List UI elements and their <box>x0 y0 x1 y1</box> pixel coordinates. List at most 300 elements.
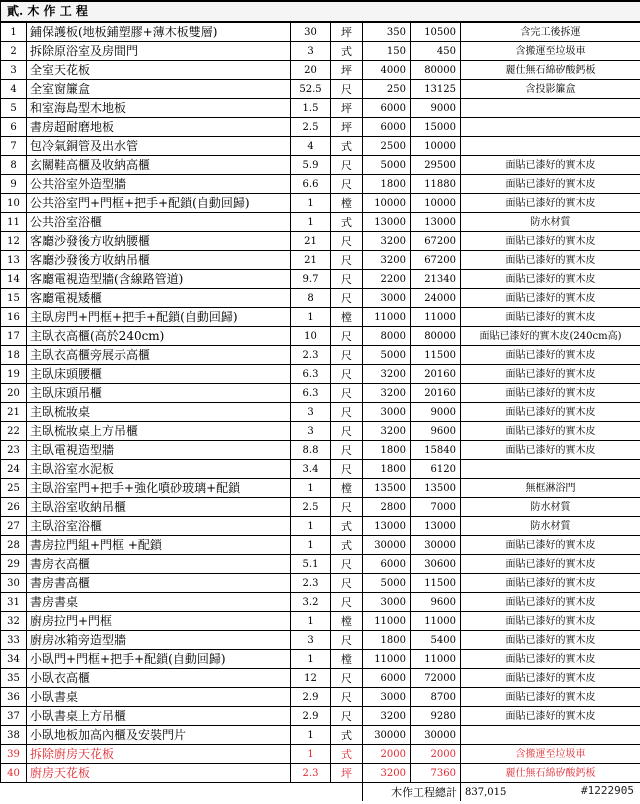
cell-no: 22 <box>1 422 27 441</box>
cell-amount: 20160 <box>411 384 461 403</box>
cell-unit: 樘 <box>331 308 363 327</box>
cell-note: 面貼已漆好的實木皮 <box>461 707 640 726</box>
cell-item: 客廳電視矮櫃 <box>27 289 291 308</box>
cell-note: 麗仕無石綿矽酸鈣板 <box>461 61 640 80</box>
cell-unit: 樘 <box>331 479 363 498</box>
cell-qty: 1 <box>291 213 331 232</box>
cell-amount: 9000 <box>411 403 461 422</box>
cell-price: 3200 <box>363 422 411 441</box>
cell-no: 6 <box>1 118 27 137</box>
cell-note: 含搬運至垃圾車 <box>461 42 640 61</box>
cell-qty: 3 <box>291 631 331 650</box>
cell-qty: 9.7 <box>291 270 331 289</box>
cell-qty: 12 <box>291 669 331 688</box>
cell-no: 31 <box>1 593 27 612</box>
cell-unit: 尺 <box>331 289 363 308</box>
cell-price: 3200 <box>363 365 411 384</box>
cell-qty: 6.3 <box>291 384 331 403</box>
cell-price: 30000 <box>363 726 411 745</box>
cell-unit: 式 <box>331 726 363 745</box>
cell-price: 2800 <box>363 498 411 517</box>
cell-qty: 1 <box>291 726 331 745</box>
cell-no: 12 <box>1 232 27 251</box>
cell-note: 面貼已漆好的實木皮 <box>461 555 640 574</box>
table-row <box>1 42 640 61</box>
cell-no: 14 <box>1 270 27 289</box>
cell-price: 3200 <box>363 232 411 251</box>
cell-item: 主臥浴室收納吊櫃 <box>27 498 291 517</box>
cell-price: 13000 <box>363 213 411 232</box>
table-row <box>1 707 640 726</box>
cell-unit: 樘 <box>331 194 363 213</box>
cell-amount: 11000 <box>411 650 461 669</box>
cell-qty: 5.1 <box>291 555 331 574</box>
cell-qty: 2.3 <box>291 764 331 783</box>
cell-amount: 24000 <box>411 289 461 308</box>
cell-price: 11000 <box>363 308 411 327</box>
cell-amount: 11880 <box>411 175 461 194</box>
cell-price: 2500 <box>363 137 411 156</box>
cell-item: 小臥書桌上方吊櫃 <box>27 707 291 726</box>
table-row <box>1 194 640 213</box>
cell-note: 面貼已漆好的實木皮 <box>461 441 640 460</box>
table-row <box>1 213 640 232</box>
cell-unit: 尺 <box>331 270 363 289</box>
cell-price: 1800 <box>363 631 411 650</box>
cell-qty: 2.5 <box>291 498 331 517</box>
cell-price: 5000 <box>363 574 411 593</box>
table-row <box>1 688 640 707</box>
cell-price: 250 <box>363 80 411 99</box>
cell-no: 36 <box>1 688 27 707</box>
table-row <box>1 270 640 289</box>
cell-no: 27 <box>1 517 27 536</box>
table-row <box>1 574 640 593</box>
cell-amount: 30600 <box>411 555 461 574</box>
cell-item: 小臥書桌 <box>27 688 291 707</box>
cell-unit: 尺 <box>331 384 363 403</box>
cell-unit: 尺 <box>331 574 363 593</box>
cell-unit: 式 <box>331 536 363 555</box>
cell-no: 38 <box>1 726 27 745</box>
cell-qty: 8.8 <box>291 441 331 460</box>
cell-qty: 6.6 <box>291 175 331 194</box>
cell-price: 3200 <box>363 707 411 726</box>
cell-qty: 1 <box>291 308 331 327</box>
cell-note: 面貼已漆好的實木皮 <box>461 631 640 650</box>
cell-item: 主臥衣高櫃(高於240cm) <box>27 327 291 346</box>
cell-price: 10000 <box>363 194 411 213</box>
cell-note <box>461 99 640 118</box>
total-row <box>1 783 640 802</box>
cell-price: 3000 <box>363 289 411 308</box>
cell-note: 防水材質 <box>461 213 640 232</box>
cell-item: 全室天花板 <box>27 61 291 80</box>
cell-qty: 1 <box>291 650 331 669</box>
cell-unit: 尺 <box>331 80 363 99</box>
cell-no: 13 <box>1 251 27 270</box>
table-row <box>1 612 640 631</box>
cell-note: 面貼已漆好的實木皮 <box>461 270 640 289</box>
cell-amount: 67200 <box>411 251 461 270</box>
cell-amount: 9000 <box>411 99 461 118</box>
cell-price: 11000 <box>363 650 411 669</box>
cell-qty: 4 <box>291 137 331 156</box>
table-row <box>1 327 640 346</box>
cell-qty: 2.9 <box>291 707 331 726</box>
cell-item: 主臥床頭腰櫃 <box>27 365 291 384</box>
cell-no: 3 <box>1 61 27 80</box>
cell-unit: 式 <box>331 137 363 156</box>
cell-unit: 尺 <box>331 175 363 194</box>
table-row <box>1 650 640 669</box>
cell-no: 11 <box>1 213 27 232</box>
cell-item: 主臥浴室門+把手+強化噴砂玻璃+配鎖 <box>27 479 291 498</box>
cell-note: 含完工後拆運 <box>461 22 640 42</box>
cell-item: 公共浴室外造型牆 <box>27 175 291 194</box>
cell-amount: 13500 <box>411 479 461 498</box>
cell-item: 主臥梳妝桌 <box>27 403 291 422</box>
table-row <box>1 403 640 422</box>
cell-price: 2200 <box>363 270 411 289</box>
table-row <box>1 232 640 251</box>
cell-note: 面貼已漆好的實木皮 <box>461 156 640 175</box>
cell-no: 18 <box>1 346 27 365</box>
cell-no: 37 <box>1 707 27 726</box>
cell-no: 30 <box>1 574 27 593</box>
cell-unit: 尺 <box>331 251 363 270</box>
cell-unit: 尺 <box>331 631 363 650</box>
cell-no: 9 <box>1 175 27 194</box>
cell-price: 1800 <box>363 175 411 194</box>
cell-note: 面貼已漆好的實木皮 <box>461 289 640 308</box>
cell-no: 35 <box>1 669 27 688</box>
total-amount: 837,015 <box>461 783 640 802</box>
table-row <box>1 99 640 118</box>
cell-note: 面貼已漆好的實木皮 <box>461 422 640 441</box>
table-row <box>1 631 640 650</box>
cell-note <box>461 118 640 137</box>
cell-note: 面貼已漆好的實木皮 <box>461 365 640 384</box>
cell-item: 小臥地板加高內櫃及安裝門片 <box>27 726 291 745</box>
table-row <box>1 251 640 270</box>
cell-note: 面貼已漆好的實木皮(240cm高) <box>461 327 640 346</box>
cell-no: 34 <box>1 650 27 669</box>
cell-amount: 7360 <box>411 764 461 783</box>
section-header-row <box>1 1 640 22</box>
cell-note: 面貼已漆好的實木皮 <box>461 384 640 403</box>
cell-amount: 10500 <box>411 22 461 42</box>
table-row <box>1 669 640 688</box>
cell-item: 拆除廚房天花板 <box>27 745 291 764</box>
cell-qty: 10 <box>291 327 331 346</box>
cell-amount: 30000 <box>411 726 461 745</box>
cell-unit: 尺 <box>331 156 363 175</box>
cell-item: 主臥電視造型牆 <box>27 441 291 460</box>
cell-price: 4000 <box>363 61 411 80</box>
table-row <box>1 156 640 175</box>
cell-item: 公共浴室門+門框+把手+配鎖(自動回歸) <box>27 194 291 213</box>
cell-unit: 尺 <box>331 555 363 574</box>
cell-no: 10 <box>1 194 27 213</box>
cell-item: 公共浴室浴櫃 <box>27 213 291 232</box>
table-row <box>1 118 640 137</box>
cell-unit: 樘 <box>331 650 363 669</box>
cell-price: 150 <box>363 42 411 61</box>
cell-item: 鋪保護板(地板鋪塑膠+薄木板雙層) <box>27 22 291 42</box>
watermark: #1222905 <box>581 784 634 797</box>
cell-item: 主臥衣高櫃旁展示高櫃 <box>27 346 291 365</box>
cell-item: 廚房拉門+門框 <box>27 612 291 631</box>
cell-qty: 3.4 <box>291 460 331 479</box>
cell-note: 面貼已漆好的實木皮 <box>461 232 640 251</box>
cell-unit: 尺 <box>331 232 363 251</box>
table-row <box>1 22 640 42</box>
cell-amount: 15840 <box>411 441 461 460</box>
cell-amount: 72000 <box>411 669 461 688</box>
table-row <box>1 593 640 612</box>
cell-qty: 2.3 <box>291 574 331 593</box>
cell-price: 3200 <box>363 384 411 403</box>
cell-price: 6000 <box>363 118 411 137</box>
cell-note <box>461 726 640 745</box>
cell-unit: 尺 <box>331 460 363 479</box>
cell-no: 26 <box>1 498 27 517</box>
cell-item: 小臥門+門框+把手+配鎖(自動回歸) <box>27 650 291 669</box>
cell-no: 39 <box>1 745 27 764</box>
cell-price: 8000 <box>363 327 411 346</box>
cell-price: 2000 <box>363 745 411 764</box>
cell-unit: 坪 <box>331 22 363 42</box>
cell-price: 3200 <box>363 251 411 270</box>
cell-qty: 2.9 <box>291 688 331 707</box>
cell-amount: 11500 <box>411 574 461 593</box>
cell-unit: 尺 <box>331 403 363 422</box>
table-row <box>1 498 640 517</box>
cell-note: 面貼已漆好的實木皮 <box>461 650 640 669</box>
cell-unit: 尺 <box>331 422 363 441</box>
cell-price: 3000 <box>363 593 411 612</box>
cell-unit: 尺 <box>331 365 363 384</box>
cell-amount: 11000 <box>411 612 461 631</box>
cell-price: 6000 <box>363 669 411 688</box>
cell-qty: 1.5 <box>291 99 331 118</box>
cell-qty: 5.9 <box>291 156 331 175</box>
cell-item: 書房書高櫃 <box>27 574 291 593</box>
cell-price: 5000 <box>363 156 411 175</box>
total-spacer <box>1 783 363 802</box>
section-title: 貳. 木 作 工 程 <box>1 1 640 22</box>
cell-unit: 式 <box>331 517 363 536</box>
cell-note: 面貼已漆好的實木皮 <box>461 612 640 631</box>
cell-item: 書房超耐磨地板 <box>27 118 291 137</box>
cell-qty: 1 <box>291 612 331 631</box>
cell-no: 7 <box>1 137 27 156</box>
cell-no: 29 <box>1 555 27 574</box>
cell-unit: 坪 <box>331 118 363 137</box>
cell-unit: 尺 <box>331 669 363 688</box>
cell-qty: 21 <box>291 251 331 270</box>
cell-amount: 30000 <box>411 536 461 555</box>
cell-qty: 1 <box>291 194 331 213</box>
cell-amount: 11000 <box>411 308 461 327</box>
cell-note: 面貼已漆好的實木皮 <box>461 574 640 593</box>
cell-note <box>461 137 640 156</box>
cell-unit: 尺 <box>331 688 363 707</box>
cell-item: 和室海島型木地板 <box>27 99 291 118</box>
table-row <box>1 80 640 99</box>
table-row <box>1 289 640 308</box>
cell-no: 25 <box>1 479 27 498</box>
cell-note <box>461 460 640 479</box>
cell-qty: 1 <box>291 479 331 498</box>
cell-unit: 坪 <box>331 61 363 80</box>
cell-unit: 尺 <box>331 327 363 346</box>
cell-amount: 13125 <box>411 80 461 99</box>
cell-unit: 尺 <box>331 707 363 726</box>
cell-qty: 8 <box>291 289 331 308</box>
cell-price: 350 <box>363 22 411 42</box>
cell-amount: 9600 <box>411 593 461 612</box>
cell-price: 3000 <box>363 403 411 422</box>
cell-amount: 7000 <box>411 498 461 517</box>
cell-no: 21 <box>1 403 27 422</box>
cell-amount: 6120 <box>411 460 461 479</box>
cell-qty: 6.3 <box>291 365 331 384</box>
cell-no: 15 <box>1 289 27 308</box>
cell-price: 6000 <box>363 555 411 574</box>
cell-amount: 29500 <box>411 156 461 175</box>
table-row <box>1 517 640 536</box>
cell-item: 主臥浴室浴櫃 <box>27 517 291 536</box>
cell-unit: 尺 <box>331 593 363 612</box>
table-row <box>1 365 640 384</box>
cell-item: 書房書桌 <box>27 593 291 612</box>
cell-unit: 式 <box>331 745 363 764</box>
cell-no: 16 <box>1 308 27 327</box>
cell-amount: 20160 <box>411 365 461 384</box>
cell-qty: 2.5 <box>291 118 331 137</box>
cell-item: 主臥梳妝桌上方吊櫃 <box>27 422 291 441</box>
cell-price: 30000 <box>363 536 411 555</box>
cell-unit: 式 <box>331 42 363 61</box>
table-row <box>1 745 640 764</box>
cell-amount: 21340 <box>411 270 461 289</box>
cell-price: 1800 <box>363 460 411 479</box>
table-row <box>1 346 640 365</box>
cell-amount: 2000 <box>411 745 461 764</box>
total-label: 木作工程總計 <box>363 783 461 802</box>
cell-amount: 80000 <box>411 327 461 346</box>
table-row <box>1 479 640 498</box>
cell-note: 防水材質 <box>461 498 640 517</box>
cell-no: 5 <box>1 99 27 118</box>
cell-item: 廚房天花板 <box>27 764 291 783</box>
cell-amount: 13000 <box>411 517 461 536</box>
cell-qty: 30 <box>291 22 331 42</box>
cell-note: 面貼已漆好的實木皮 <box>461 175 640 194</box>
cell-note: 面貼已漆好的實木皮 <box>461 403 640 422</box>
table-row <box>1 61 640 80</box>
cell-qty: 1 <box>291 745 331 764</box>
table-row <box>1 422 640 441</box>
cell-qty: 3 <box>291 422 331 441</box>
cell-item: 客廳沙發後方收納腰櫃 <box>27 232 291 251</box>
cell-note: 含搬運至垃圾車 <box>461 745 640 764</box>
cell-note: 防水材質 <box>461 517 640 536</box>
cell-amount: 10000 <box>411 194 461 213</box>
cell-item: 客廳沙發後方收納吊櫃 <box>27 251 291 270</box>
cell-no: 32 <box>1 612 27 631</box>
table-row <box>1 384 640 403</box>
cell-no: 24 <box>1 460 27 479</box>
cell-amount: 11500 <box>411 346 461 365</box>
cell-price: 5000 <box>363 346 411 365</box>
cell-amount: 80000 <box>411 61 461 80</box>
cell-price: 3000 <box>363 688 411 707</box>
cell-no: 19 <box>1 365 27 384</box>
cell-price: 13000 <box>363 517 411 536</box>
cell-no: 2 <box>1 42 27 61</box>
cell-note: 含投影簾盒 <box>461 80 640 99</box>
cell-unit: 樘 <box>331 612 363 631</box>
cell-note: 麗仕無石綿矽酸鈣板 <box>461 764 640 783</box>
cell-amount: 9600 <box>411 422 461 441</box>
cell-note: 面貼已漆好的實木皮 <box>461 688 640 707</box>
cell-no: 20 <box>1 384 27 403</box>
cell-item: 書房拉門組+門框 +配鎖 <box>27 536 291 555</box>
cell-amount: 9280 <box>411 707 461 726</box>
table-row <box>1 137 640 156</box>
cell-amount: 13000 <box>411 213 461 232</box>
cell-item: 玄關鞋高櫃及收納高櫃 <box>27 156 291 175</box>
cell-no: 40 <box>1 764 27 783</box>
cell-item: 小臥衣高櫃 <box>27 669 291 688</box>
cell-no: 33 <box>1 631 27 650</box>
cell-amount: 10000 <box>411 137 461 156</box>
cell-note: 面貼已漆好的實木皮 <box>461 251 640 270</box>
cell-qty: 3 <box>291 42 331 61</box>
cell-item: 主臥浴室水泥板 <box>27 460 291 479</box>
cell-note: 面貼已漆好的實木皮 <box>461 346 640 365</box>
cell-price: 3200 <box>363 764 411 783</box>
cell-note: 面貼已漆好的實木皮 <box>461 669 640 688</box>
cell-no: 4 <box>1 80 27 99</box>
cell-qty: 52.5 <box>291 80 331 99</box>
table-row <box>1 536 640 555</box>
cell-unit: 尺 <box>331 441 363 460</box>
cell-no: 1 <box>1 22 27 42</box>
cell-amount: 8700 <box>411 688 461 707</box>
cell-qty: 3.2 <box>291 593 331 612</box>
cell-amount: 5400 <box>411 631 461 650</box>
cell-price: 6000 <box>363 99 411 118</box>
cell-item: 主臥房門+門框+把手+配鎖(自動回歸) <box>27 308 291 327</box>
cell-price: 11000 <box>363 612 411 631</box>
cell-item: 全室窗簾盒 <box>27 80 291 99</box>
cell-item: 拆除原浴室及房間門 <box>27 42 291 61</box>
cell-no: 8 <box>1 156 27 175</box>
cell-qty: 3 <box>291 403 331 422</box>
cell-item: 主臥床頭吊櫃 <box>27 384 291 403</box>
cell-note: 面貼已漆好的實木皮 <box>461 593 640 612</box>
table-row <box>1 441 640 460</box>
cell-no: 28 <box>1 536 27 555</box>
cell-unit: 坪 <box>331 99 363 118</box>
cell-price: 13500 <box>363 479 411 498</box>
cell-qty: 1 <box>291 517 331 536</box>
cell-qty: 2.3 <box>291 346 331 365</box>
